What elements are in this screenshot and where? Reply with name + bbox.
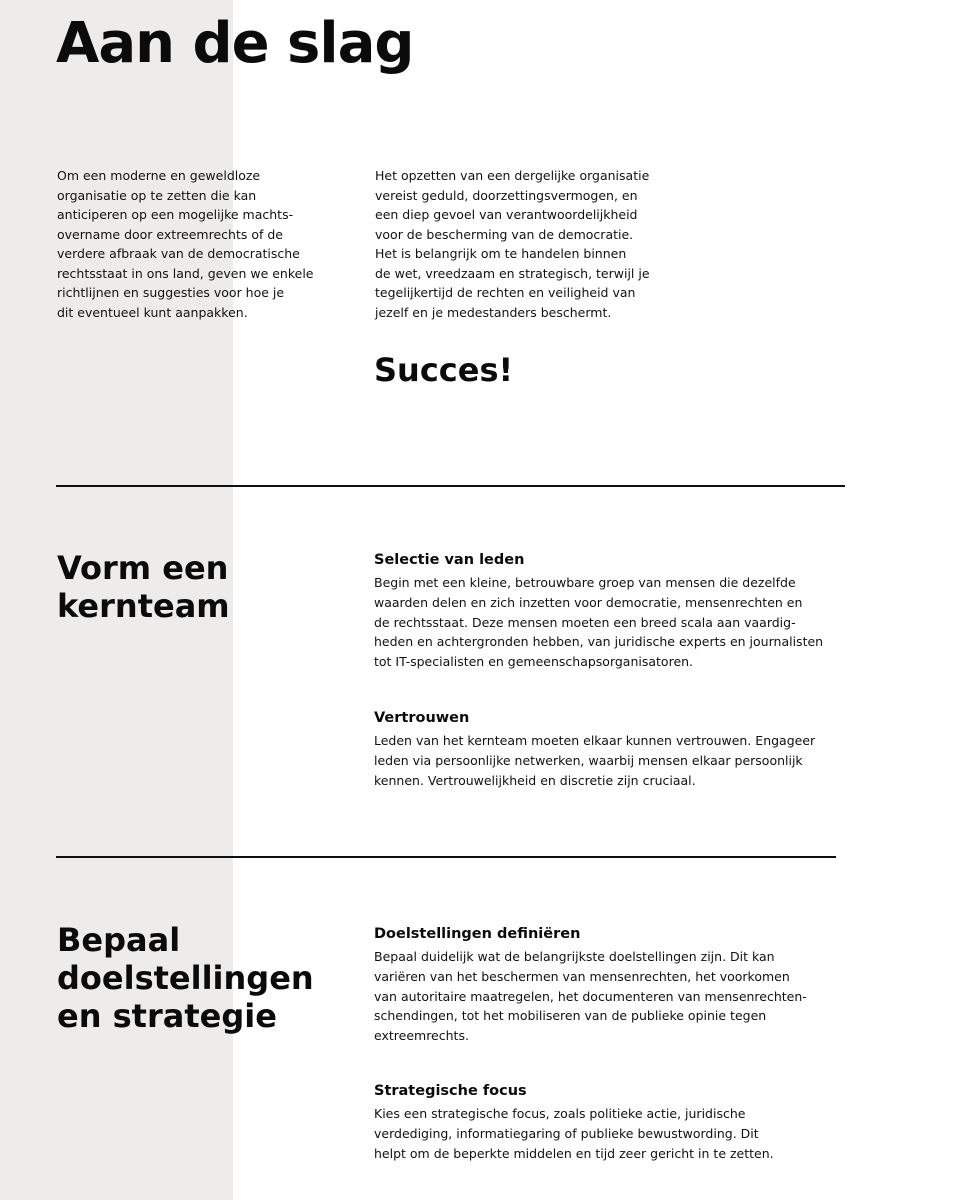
- block-heading: Doelstellingen definiëren: [374, 926, 581, 942]
- intro-left-paragraph: Om een moderne en geweldloze organisatie op te zetten die kan anticiperen op een mogelijke machts- overname door extreemrechts of de verdere afbraak van de democratische rechtsstaat in ons land, geven we enkele richtlijnen en suggesties voor hoe je dit eventueel kunt aanpakken.: [57, 168, 314, 320]
- section-title-kernteam: Vorm een kernteam: [57, 549, 230, 625]
- block-heading: Selectie van leden: [374, 552, 525, 568]
- block-text: Kies een strategische focus, zoals politieke actie, juridische verdediging, informatiegaring of publieke bewustwording. Dit helpt om de beperkte middelen en tijd zeer gericht in te zetten.: [374, 1106, 774, 1161]
- section-divider: [56, 856, 836, 858]
- block-doelstellingen-definieren: [374, 924, 844, 1046]
- block-vertrouwen: [374, 708, 844, 790]
- block-strategische-focus: [374, 1081, 844, 1163]
- block-heading: Vertrouwen: [374, 710, 470, 726]
- block-text: Bepaal duidelijk wat de belangrijkste doelstellingen zijn. Dit kan variëren van het beschermen van mensenrechten, het voorkomen van autoritaire maatregelen, het documenteren van mensenrechten- schendingen, tot het mobiliseren van de publieke opinie tegen extreemrechts.: [374, 949, 807, 1044]
- section-title-doelstellingen: Bepaal doelstellingen en strategie: [57, 921, 314, 1035]
- closing-heading: Succes!: [374, 351, 514, 389]
- intro-right-paragraph: Het opzetten van een dergelijke organisatie vereist geduld, doorzettingsvermogen, en een diep gevoel van verantwoordelijkheid voor de bescherming van de democratie. Het is belangrijk om te handelen binnen de wet, vreedzaam en strategisch, terwijl je tegelijkertijd de rechten en veiligheid van jezelf en je medestanders beschermt.: [375, 168, 650, 320]
- page-title: Aan de slag: [56, 11, 414, 76]
- section-divider: [56, 485, 845, 487]
- block-selectie-van-leden: [374, 550, 844, 672]
- block-text: Leden van het kernteam moeten elkaar kunnen vertrouwen. Engageer leden via persoonlijke netwerken, waarbij mensen elkaar persoonlijk kennen. Vertrouwelijkheid en discretie zijn cruciaal.: [374, 733, 816, 788]
- block-text: Begin met een kleine, betrouwbare groep van mensen die dezelfde waarden delen en zich inzetten voor democratie, mensenrechten en de rechtsstaat. Deze mensen moeten een breed scala aan vaardig- heden en achtergronden hebben, van juridische experts en journalisten tot IT-specialisten en gemeenschapsorganisatoren.: [374, 575, 824, 670]
- block-heading: Strategische focus: [374, 1083, 527, 1099]
